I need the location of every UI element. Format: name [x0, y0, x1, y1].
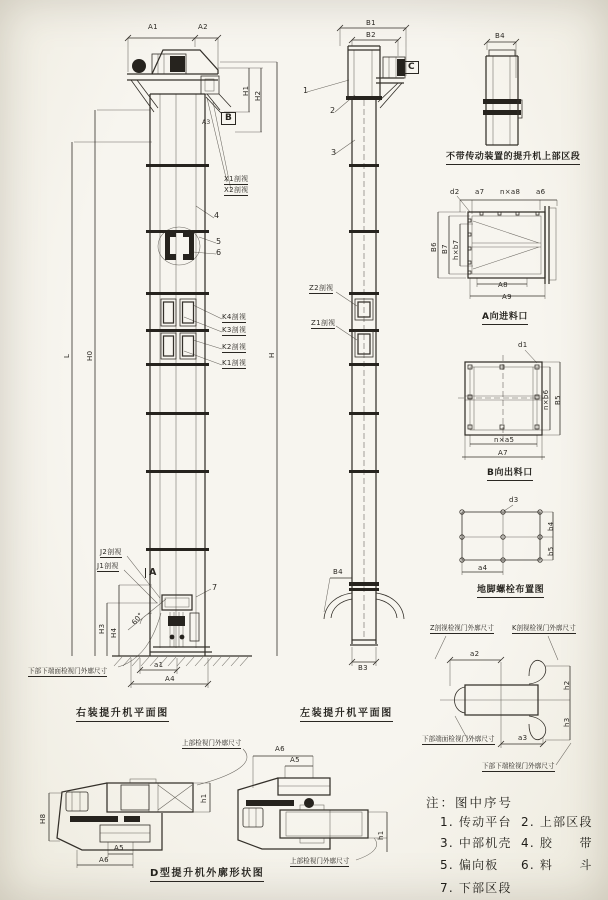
- section-label-z1: Z1剖视: [311, 319, 336, 327]
- dim-label-b1: B1: [366, 19, 376, 27]
- notes-title: 注：图中序号: [426, 795, 514, 810]
- section-label-k2: K2剖视: [222, 343, 247, 351]
- dim-label-a3: A3: [202, 119, 211, 126]
- caption-inlet: A向进料口: [482, 313, 528, 325]
- dim-label-h0: H0: [86, 350, 94, 361]
- caption-left-view: 右装提升机平面图: [76, 709, 169, 722]
- section-label-j2: J2剖视: [100, 548, 122, 556]
- dim-label-b7: B7: [441, 244, 449, 254]
- dim-label-a1-small: a1: [154, 661, 164, 669]
- part-number-1: 1: [303, 86, 309, 95]
- outline-shape-view: [49, 749, 387, 868]
- anchor-bolt-view: [460, 505, 553, 575]
- dim-label-a6-right: A6: [275, 745, 285, 753]
- section-label-x1: X1剖视: [224, 175, 249, 183]
- dim-label-a7-outlet: A7: [498, 449, 508, 457]
- dim-label-h3-door: h3: [563, 717, 571, 727]
- section-label-k3: K3剖视: [222, 326, 247, 334]
- dim-label-b5: B5: [554, 395, 562, 405]
- caption-outlet: B向出料口: [487, 469, 533, 481]
- part-number-7: 7: [212, 583, 218, 592]
- dim-label-b4-upper: B4: [495, 32, 505, 40]
- dim-label-h4: H4: [110, 627, 118, 638]
- left-elevation-view: [72, 35, 277, 688]
- dim-label-h2-door: h2: [563, 680, 571, 690]
- part-number-4: 4: [214, 211, 220, 220]
- dim-label-b5-anchor: b5: [547, 546, 555, 556]
- section-marker-b: B: [221, 112, 236, 125]
- note-item-2: 2. 上部区段: [521, 815, 593, 829]
- dim-label-h-b7: h×b7: [452, 239, 460, 260]
- door-detail-label-k: K剖视检视门外廓尺寸: [512, 624, 576, 632]
- section-label-z2: Z2剖视: [309, 284, 334, 292]
- dim-label-a9: A9: [502, 293, 512, 301]
- dim-label-l: L: [63, 353, 71, 358]
- caption-outline: D型提升机外廓形状图: [150, 869, 264, 882]
- upper-section-view: [483, 39, 522, 145]
- door-detail-label-z: Z剖视检视门外廓尺寸: [430, 624, 494, 632]
- note-item-5: 5. 偏向板: [440, 858, 499, 872]
- door-detail-label-bottom-lower: 下部下端检视门外廓尺寸: [482, 762, 555, 770]
- dim-label-d3: d3: [509, 496, 519, 504]
- dim-label-a4-anchor: a4: [478, 564, 488, 572]
- dim-label-a4-big: A4: [165, 675, 175, 683]
- section-marker-a: A: [145, 568, 157, 578]
- dim-label-a5-right: A5: [290, 756, 300, 764]
- note-item-4: 4. 胶 带: [521, 836, 593, 850]
- dim-label-n-a8: n×a8: [500, 188, 521, 196]
- dim-label-a7-inlet: a7: [475, 188, 485, 196]
- dim-label-h1-right: h1: [377, 830, 385, 840]
- caption-anchor: 地脚螺栓布置图: [477, 586, 544, 598]
- section-label-j1: J1剖视: [97, 562, 119, 570]
- angle-label-60: 60°: [130, 611, 145, 627]
- section-label-k4: K4剖视: [222, 313, 247, 321]
- dim-label-h: H: [268, 352, 276, 358]
- door-note-bottom-left: 下部下端面检视门外廓尺寸: [28, 667, 108, 675]
- dim-label-b4-boot: B4: [333, 568, 343, 576]
- part-number-6: 6: [216, 248, 222, 257]
- door-detail-label-bottom-face: 下部端面检视门外廓尺寸: [422, 735, 495, 743]
- note-item-1: 1. 传动平台: [440, 815, 512, 829]
- outline-label-right-door: 上部检视门外廓尺寸: [290, 857, 350, 865]
- dim-label-a2-door: a2: [470, 650, 480, 658]
- dim-label-b4-anchor: b4: [547, 521, 555, 531]
- dim-label-a3-door: a3: [518, 734, 528, 742]
- dim-label-h2: H2: [254, 90, 262, 101]
- dim-label-b3: B3: [358, 664, 368, 672]
- right-elevation-view: [307, 25, 409, 666]
- dim-label-a6-inlet: a6: [536, 188, 546, 196]
- dim-label-a6-left: A6: [99, 856, 109, 864]
- dim-label-b2: B2: [366, 31, 376, 39]
- section-label-x2: X2剖视: [224, 186, 249, 194]
- dim-label-h3: H3: [98, 623, 106, 634]
- dim-label-a5-left: A5: [114, 844, 124, 852]
- part-number-2: 2: [330, 106, 336, 115]
- dim-label-n-b6: n×b6: [542, 389, 550, 410]
- dim-label-h1: H1: [242, 85, 250, 96]
- caption-upper-section: 不带传动装置的提升机上部区段: [446, 153, 580, 165]
- part-number-5: 5: [216, 237, 222, 246]
- dim-label-a2-top: A2: [198, 23, 208, 31]
- section-label-k1: K1剖视: [222, 359, 247, 367]
- dim-label-a1-top: A1: [148, 23, 158, 31]
- caption-right-view: 左装提升机平面图: [300, 709, 393, 722]
- dim-label-h8: H8: [39, 813, 47, 824]
- note-item-3: 3. 中部机壳: [440, 836, 512, 850]
- dim-label-n-a5: n×a5: [494, 436, 515, 444]
- dim-label-d2: d2: [450, 188, 460, 196]
- section-marker-c: C: [404, 61, 419, 74]
- dim-label-d1: d1: [518, 341, 528, 349]
- note-item-6: 6. 料 斗: [521, 858, 593, 872]
- dim-label-h1-left: h1: [200, 793, 208, 803]
- outline-label-left-door: 上部检视门外廓尺寸: [182, 739, 242, 747]
- part-number-3: 3: [331, 148, 337, 157]
- door-detail-view: [435, 636, 571, 765]
- dim-label-b6: B6: [430, 242, 438, 252]
- dim-label-a8: A8: [498, 281, 508, 289]
- note-item-7: 7. 下部区段: [440, 881, 512, 895]
- left-column-flanges: [146, 164, 209, 551]
